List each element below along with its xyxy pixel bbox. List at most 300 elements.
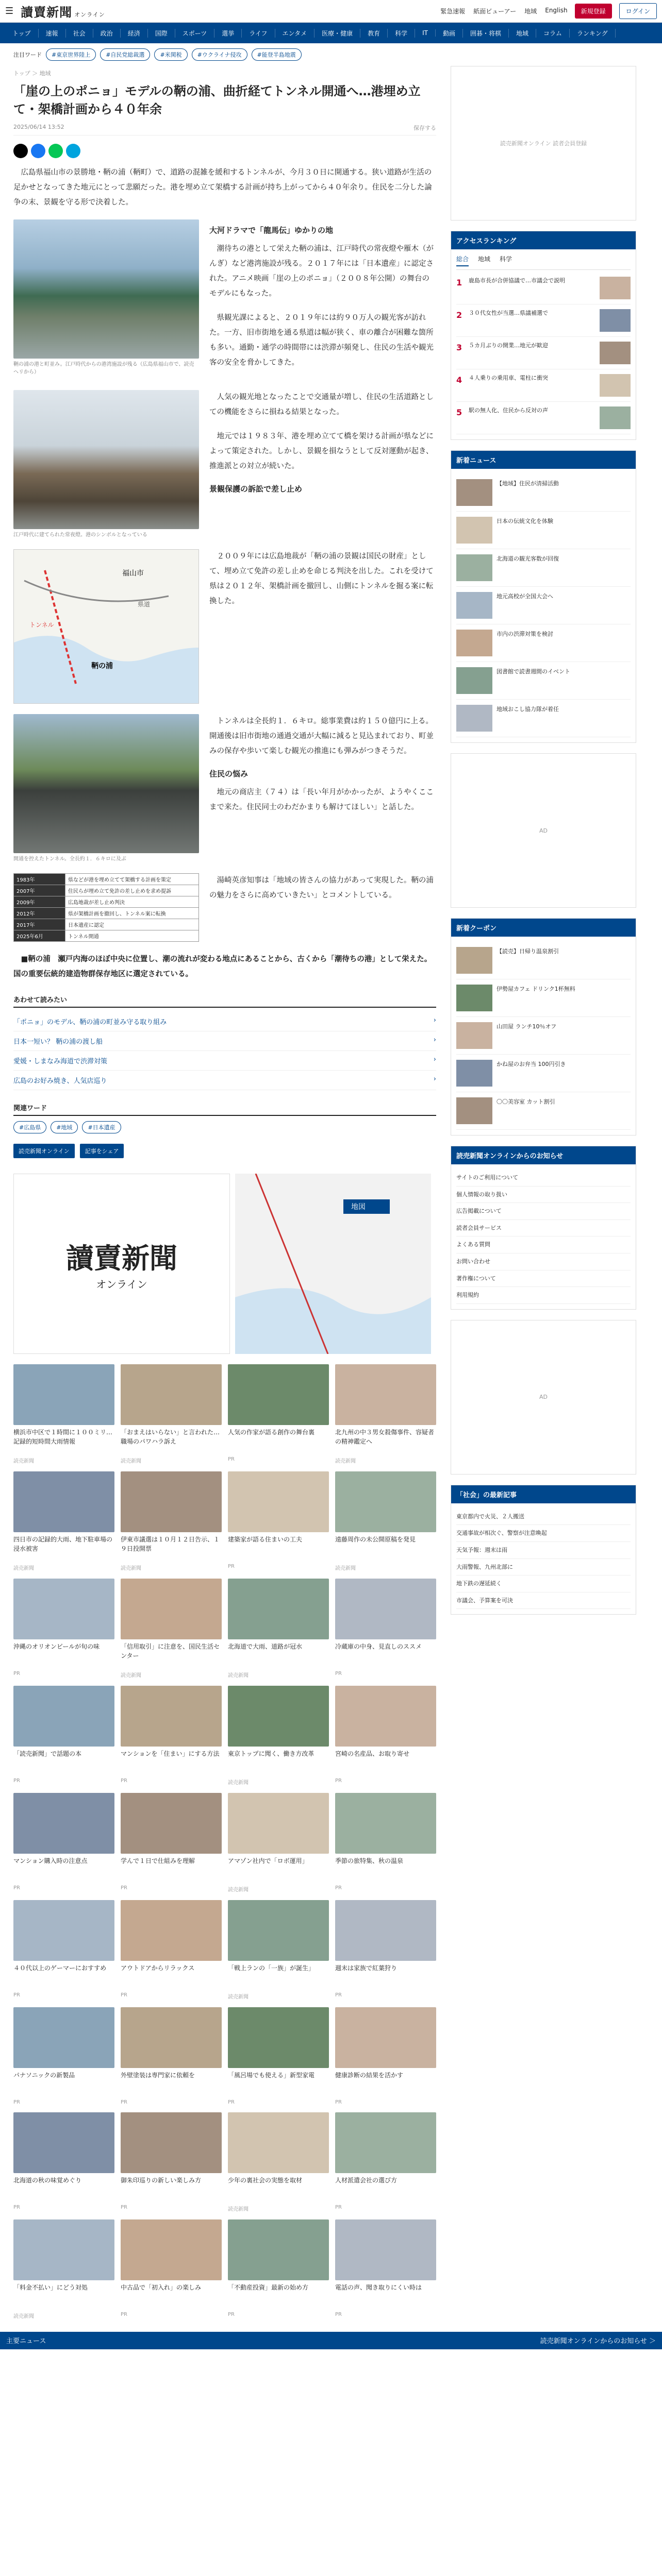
notice-box: [451, 1146, 636, 1310]
nav-item[interactable]: 選挙: [214, 29, 242, 38]
recommend-card[interactable]: [228, 1364, 329, 1464]
chevron-right-icon: ›: [433, 1055, 436, 1063]
nav-item[interactable]: ライフ: [242, 29, 275, 38]
ranking-item[interactable]: [456, 337, 631, 369]
recommend-card[interactable]: [335, 1686, 436, 1786]
nav-item[interactable]: IT: [415, 29, 436, 37]
card-source: 読売新聞: [335, 1565, 356, 1571]
timeline-row: [14, 873, 199, 885]
recommend-card[interactable]: [228, 1471, 329, 1571]
site-button[interactable]: 読売新聞オンライン: [13, 1144, 75, 1158]
tab-science[interactable]: 科学: [500, 256, 512, 263]
ranking-text: ５カ月ぶりの開業…地元が歓迎: [469, 342, 548, 349]
recommend-card[interactable]: [335, 1471, 436, 1571]
footer-right[interactable]: 読売新聞オンラインからのお知らせ ＞: [540, 2337, 656, 2346]
coupon-item[interactable]: [456, 1017, 631, 1055]
logo-text: 讀賣新聞: [21, 5, 73, 20]
card-source: 読売新聞: [13, 1458, 34, 1464]
tag-item[interactable]: #東京世界陸上: [46, 48, 96, 61]
top-link-local[interactable]: 地域: [524, 8, 537, 15]
card-source: PR: [228, 2311, 235, 2317]
lantern-photo[interactable]: [13, 390, 199, 529]
timeline-table: [13, 873, 199, 942]
area-map[interactable]: [13, 549, 199, 704]
card-thumbnail: [121, 2007, 222, 2068]
coupon-item[interactable]: [456, 1055, 631, 1092]
notice-title: 読売新聞オンラインからのお知らせ: [451, 1146, 636, 1164]
coupon-item[interactable]: [456, 979, 631, 1017]
nav-item[interactable]: 速報: [39, 29, 66, 38]
card-thumbnail: [121, 2112, 222, 2173]
tag-item[interactable]: #ウクライナ侵攻: [192, 48, 247, 61]
card-thumbnail: [13, 2007, 114, 2068]
paragraph: 県観光課によると、２０１９年には約９０万人の観光客が訪れた。一方、旧市街地を通る県道は幅が狭く、車の離合が困難な箇所も多い。通勤・通学の時間帯には渋滞が頻発し、住民の生活や観光客の安全を脅かしてきた。: [209, 313, 434, 367]
card-thumbnail: [228, 1471, 329, 1532]
recommend-card[interactable]: [228, 1579, 329, 1679]
recommend-card[interactable]: [121, 1793, 222, 1893]
ranking-item[interactable]: [456, 369, 631, 402]
tab-local[interactable]: 地域: [478, 256, 491, 263]
tag-bar: [0, 43, 662, 66]
keyword-tag[interactable]: #広島県: [13, 1121, 46, 1133]
save-button[interactable]: 保存する: [413, 124, 436, 131]
card-source: 読売新聞: [13, 1565, 34, 1571]
new-news-item[interactable]: [456, 587, 631, 624]
coupon-title: 新着クーポン: [451, 919, 636, 937]
recommend-card[interactable]: [335, 1793, 436, 1893]
subheading: 大河ドラマで「龍馬伝」ゆかりの地: [209, 225, 334, 235]
tunnel-photo[interactable]: [13, 714, 199, 853]
card-title: 東京トップに聞く、働き方改革: [228, 1750, 315, 1757]
paragraph: 広島県福山市の景勝地・鞆の浦（鞆町）で、道路の混雑を緩和するトンネルが、今月３０日に開通する。狭い道路が生活の足かせとなってきた地元にとって悲願だった。港を埋め立て架橋する計画が持ち上がってから４０年余り。住民を二分した論争の末、景観を守る形で決着した。: [13, 168, 432, 207]
news-thumbnail: [456, 630, 492, 656]
card-title: 人気の作家が語る創作の舞台裏: [228, 1428, 315, 1436]
follow-item[interactable]: 地下鉄の遅延続く: [456, 1575, 631, 1592]
card-title: 「読売新聞」で話題の本: [13, 1750, 82, 1757]
article-title: 「崖の上のポニョ」モデルの鞆の浦、曲折経てトンネル開通へ…港埋め立て・架橋計画から４０年余: [13, 84, 421, 116]
nav-item[interactable]: 囲碁・将棋: [463, 29, 509, 38]
nav-item[interactable]: 医療・健康: [315, 29, 360, 38]
recommend-card[interactable]: [121, 1471, 222, 1571]
card-title: マンションを「住まい」にする方法: [121, 1750, 220, 1757]
ranking-text: ３０代女性が当選…県議補選で: [469, 310, 548, 316]
paragraph: 人気の観光地となったことで交通量が増し、住民の生活道路としての機能をさらに損ねる結果となった。: [209, 393, 434, 416]
tag-item[interactable]: #自民党総裁選: [100, 48, 150, 61]
ranking-item[interactable]: [456, 402, 631, 434]
card-title: アマゾン社内で「ロボ運用」: [228, 1857, 308, 1865]
card-title: 健康診断の結果を活かす: [335, 2071, 404, 2079]
card-source: PR: [13, 1777, 20, 1784]
recommend-card[interactable]: [13, 1686, 114, 1786]
chevron-right-icon: ›: [433, 1036, 436, 1044]
notice-item[interactable]: 著作権について: [456, 1270, 631, 1287]
card-thumbnail: [121, 1471, 222, 1532]
timeline-row: [14, 907, 199, 919]
coupon-box: [451, 918, 636, 1136]
notice-item[interactable]: 利用規約: [456, 1287, 631, 1304]
tag-label: 注目ワード: [13, 52, 42, 58]
new-news-title: 新着ニュース: [451, 451, 636, 469]
promo-map-svg: [235, 1174, 431, 1354]
coupon-item[interactable]: [456, 942, 631, 979]
card-title: 伊東市議選は１０月１２日告示、１９日投開票: [121, 1535, 220, 1552]
recommend-card[interactable]: [13, 2219, 114, 2319]
card-thumbnail: [13, 1471, 114, 1532]
recommend-card[interactable]: [335, 1579, 436, 1679]
ranking-text: ４人乗りの乗用車、電柱に衝突: [469, 375, 548, 381]
top-link-alert[interactable]: 緊急速報: [440, 8, 466, 15]
card-source: PR: [335, 1885, 342, 1891]
nav-item[interactable]: 動画: [436, 29, 463, 38]
nav-item[interactable]: 教育: [360, 29, 388, 38]
card-title: 北九州の中３男女殺傷事件、容疑者の精神鑑定へ: [335, 1428, 435, 1445]
card-title: 沖縄のオリオンビールが旬の味: [13, 1642, 100, 1650]
card-title: 電話の声、聞き取りにくい時は: [335, 2283, 422, 2291]
card-source: PR: [13, 2099, 20, 2105]
recommend-card[interactable]: [335, 1900, 436, 2000]
timeline-year: 2017年: [14, 919, 65, 930]
tab-all[interactable]: 総合: [456, 255, 469, 266]
nav-item[interactable]: 政治: [93, 29, 121, 38]
card-thumbnail: [228, 2112, 329, 2173]
recommend-card[interactable]: [13, 1364, 114, 1464]
facebook-share-icon[interactable]: [31, 144, 45, 158]
follow-box: [451, 1485, 636, 1615]
card-thumbnail: [13, 1686, 114, 1747]
card-thumbnail: [335, 2219, 436, 2280]
promo-logo[interactable]: [13, 1174, 230, 1354]
timeline-year: 2012年: [14, 907, 65, 919]
recommend-card[interactable]: [121, 1364, 222, 1464]
card-source: 読売新聞: [228, 1887, 249, 1893]
share-button[interactable]: 記事をシェア: [80, 1144, 124, 1158]
photo-caption: 江戸時代に建てられた常夜燈。港のシンボルとなっている: [13, 532, 147, 538]
recommend-card[interactable]: [13, 1900, 114, 2000]
timeline-year: 2009年: [14, 896, 65, 907]
card-title: 遠藤周作の未公開原稿を発見: [335, 1535, 416, 1543]
news-text: 地域おこし協力隊が着任: [496, 706, 559, 713]
card-title: 四日市の記録的大雨、地下駐車場の浸水被害: [13, 1535, 113, 1552]
promo-map-tag: 地図: [351, 1202, 366, 1211]
card-thumbnail: [335, 2112, 436, 2173]
card-thumbnail: [228, 1900, 329, 1961]
sidebar-ad[interactable]: AD: [451, 753, 636, 908]
card-title: ４０代以上のゲーマーにおすすめ: [13, 1964, 107, 1972]
photo-caption: 鞆の浦の港と町並み。江戸時代からの港湾施設が残る（広島県福山市で、読売ヘリから）: [13, 361, 194, 375]
card-thumbnail: [335, 1471, 436, 1532]
news-thumbnail: [456, 479, 492, 506]
card-source: PR: [121, 1777, 127, 1784]
card-source: PR: [13, 1885, 20, 1891]
card-thumbnail: [121, 1579, 222, 1639]
recommend-card[interactable]: [13, 2112, 114, 2212]
card-source: PR: [121, 1992, 127, 1998]
card-title: 外壁塗装は専門家に依頼を: [121, 2071, 195, 2079]
card-source: PR: [121, 1885, 127, 1891]
recommend-card[interactable]: [228, 1686, 329, 1786]
coupon-text: 〇〇美容室 カット割引: [496, 1098, 555, 1105]
card-title: 御朱印巡りの新しい楽しみ方: [121, 2176, 202, 2184]
recommend-card[interactable]: [228, 1793, 329, 1893]
keyword-title: 関連ワード: [13, 1103, 436, 1116]
ranking-thumbnail: [600, 277, 631, 299]
follow-item[interactable]: 交通事故が相次ぐ、警察が注意喚起: [456, 1525, 631, 1542]
news-thumbnail: [456, 592, 492, 619]
logo-sub: オンライン: [74, 11, 105, 18]
ranking-text: 鹿島市長が合併協議で…市議会で説明: [469, 277, 565, 284]
nav-item[interactable]: 科学: [388, 29, 415, 38]
recommend-card[interactable]: [228, 1900, 329, 2000]
card-source: PR: [13, 1670, 20, 1676]
follow-item[interactable]: 大雨警報、九州北部に: [456, 1559, 631, 1576]
card-title: 週末は家族で紅葉狩り: [335, 1964, 398, 1972]
chevron-right-icon: ›: [433, 1075, 436, 1083]
promo-map[interactable]: [235, 1174, 431, 1354]
nav-item[interactable]: コラム: [536, 29, 570, 38]
card-title: 季節の旅特集、秋の温泉: [335, 1857, 404, 1865]
timeline-event: 広島地裁が差し止め判決: [65, 896, 199, 907]
recommend-card[interactable]: [13, 1579, 114, 1679]
notice-item[interactable]: よくある質問: [456, 1236, 631, 1253]
recommend-card[interactable]: [228, 2219, 329, 2319]
card-thumbnail: [121, 1793, 222, 1854]
keyword-list: [13, 1121, 436, 1133]
nav-item[interactable]: トップ: [5, 29, 39, 38]
new-news-item[interactable]: [456, 662, 631, 700]
coupon-thumbnail: [456, 1022, 492, 1049]
coupon-thumbnail: [456, 947, 492, 974]
recommend-card[interactable]: [13, 1793, 114, 1893]
ranking-box: [451, 231, 636, 440]
ranking-number: 3: [456, 343, 462, 352]
follow-item[interactable]: 天気予報：週末は雨: [456, 1542, 631, 1559]
ranking-number: 2: [456, 310, 462, 320]
timeline-row: [14, 896, 199, 907]
tag-item[interactable]: #米関税: [154, 48, 187, 61]
timeline-row: [14, 919, 199, 930]
related-title: あわせて読みたい: [13, 994, 436, 1008]
news-thumbnail: [456, 554, 492, 581]
card-thumbnail: [13, 2219, 114, 2280]
card-source: 読売新聞: [228, 1780, 249, 1786]
card-title: 建築家が語る住まいの工夫: [228, 1535, 303, 1543]
tag-item[interactable]: #能登半島地震: [252, 48, 302, 61]
subheading: 景観保護の訴訟で差し止め: [209, 484, 303, 494]
related-item[interactable]: 愛媛・しまなみ海道で渋滞対策 ›: [13, 1051, 436, 1071]
card-thumbnail: [228, 2219, 329, 2280]
nav-item[interactable]: 国際: [148, 29, 175, 38]
recommend-card[interactable]: [121, 1900, 222, 2000]
map-label: トンネル: [29, 621, 54, 629]
ranking-tabs: [456, 255, 631, 270]
notice-item[interactable]: 個人情報の取り扱い: [456, 1187, 631, 1204]
promo-logo-text: 讀賣新聞: [66, 1241, 177, 1275]
site-logo[interactable]: [21, 2, 105, 20]
news-thumbnail: [456, 517, 492, 544]
nav-item[interactable]: 社会: [66, 29, 93, 38]
card-title: 人材派遣会社の選び方: [335, 2176, 398, 2184]
footer-left[interactable]: 主要ニュース: [6, 2337, 46, 2346]
recommend-grid: [13, 1364, 436, 2319]
top-link-english[interactable]: English: [545, 7, 568, 14]
new-news-item[interactable]: [456, 700, 631, 737]
recommend-card[interactable]: [121, 2007, 222, 2105]
ranking-number: 5: [456, 408, 462, 417]
card-thumbnail: [228, 1793, 329, 1854]
card-source: PR: [228, 2099, 235, 2105]
notice-item[interactable]: お問い合わせ: [456, 1253, 631, 1270]
card-source: 読売新聞: [121, 1565, 141, 1571]
coupon-thumbnail: [456, 985, 492, 1011]
notice-item[interactable]: 読者会員サービス: [456, 1220, 631, 1237]
card-thumbnail: [335, 1364, 436, 1425]
card-source: PR: [13, 2204, 20, 2210]
register-button[interactable]: 新規登録: [575, 4, 612, 19]
timeline-event: 日本遺産に認定: [65, 919, 199, 930]
login-button[interactable]: ログイン: [619, 3, 657, 19]
card-thumbnail: [228, 2007, 329, 2068]
sidebar: [451, 66, 636, 2319]
card-thumbnail: [228, 1686, 329, 1747]
card-title: 学んで１日で仕組みを理解: [121, 1857, 195, 1865]
nav-item[interactable]: エンタメ: [275, 29, 315, 38]
ranking-number: 1: [456, 278, 462, 287]
card-thumbnail: [335, 2007, 436, 2068]
ranking-item[interactable]: [456, 304, 631, 337]
card-source: 読売新聞: [228, 2206, 249, 2212]
new-news-item[interactable]: [456, 624, 631, 662]
ranking-thumbnail: [600, 374, 631, 397]
card-title: 「風呂場でも使える」新型家電: [228, 2071, 315, 2079]
recommend-card[interactable]: [121, 2112, 222, 2212]
card-thumbnail: [121, 1364, 222, 1425]
sidebar-promo[interactable]: 読売新聞オンライン 読者会員登録: [451, 66, 636, 221]
timeline-year: 2025年6月: [14, 930, 65, 941]
sidebar-ad[interactable]: AD: [451, 1320, 636, 1475]
card-thumbnail: [121, 1686, 222, 1747]
card-source: PR: [335, 2099, 342, 2105]
recommend-card[interactable]: [121, 1579, 222, 1679]
ranking-thumbnail: [600, 309, 631, 332]
card-title: 「戦上ランの「一族」が誕生」: [228, 1964, 315, 1972]
share-buttons: [13, 144, 436, 158]
recommend-card[interactable]: [121, 1686, 222, 1786]
recommend-card[interactable]: [335, 2007, 436, 2105]
new-news-item[interactable]: [456, 549, 631, 587]
follow-item[interactable]: 市議会、予算案を可決: [456, 1592, 631, 1609]
card-source: PR: [228, 1456, 235, 1462]
news-thumbnail: [456, 705, 492, 732]
card-thumbnail: [335, 1793, 436, 1854]
timeline-event: 住民らが埋め立て免許の差し止めを求め提訴: [65, 885, 199, 896]
related-item[interactable]: 日本一短い？ 鞆の浦の渡し船 ›: [13, 1031, 436, 1051]
recommend-card[interactable]: [335, 1364, 436, 1464]
ranking-text: 駅の無人化、住民から反対の声: [469, 407, 548, 414]
card-title: 「信用取引」に注意を、国民生活センター: [121, 1642, 220, 1659]
card-source: PR: [13, 1992, 20, 1998]
timeline-year: 1983年: [14, 873, 65, 885]
card-thumbnail: [121, 1900, 222, 1961]
paragraph: 地元の商店主（７４）は「長い年月がかかったが、ようやくここまで来た。住民同士のわだかまりも解けてほしい」と話した。: [209, 788, 434, 811]
recommend-card[interactable]: [121, 2219, 222, 2319]
ranking-item[interactable]: [456, 272, 631, 304]
new-news-item[interactable]: [456, 474, 631, 512]
recommend-card[interactable]: [335, 2112, 436, 2212]
related-item[interactable]: 広島のお好み焼き、人気店巡り ›: [13, 1071, 436, 1090]
hatena-share-icon[interactable]: [66, 144, 80, 158]
ad-block: [13, 1174, 436, 1354]
card-source: PR: [335, 1992, 342, 1998]
card-thumbnail: [228, 1364, 329, 1425]
new-news-box: [451, 450, 636, 743]
related-item[interactable]: 「ポニョ」のモデル、鞆の浦の町並み守る取り組み ›: [13, 1012, 436, 1031]
notice-item[interactable]: 広告掲載について: [456, 1203, 631, 1220]
follow-item[interactable]: 東京都内で火災、２人搬送: [456, 1509, 631, 1526]
timeline-row: [14, 885, 199, 896]
paragraph: トンネルは全長約１．６キロ。総事業費は約１５０億円に上る。開通後は旧市街地の通過交通が大幅に減ると見込まれており、町並みの保存や歩いて楽しむ観光の推進にも弾みがつきそうだ。: [209, 717, 434, 755]
coupon-thumbnail: [456, 1097, 492, 1124]
ranking-thumbnail: [600, 342, 631, 364]
card-source: 読売新聞: [335, 1458, 356, 1464]
nav-item[interactable]: 地域: [509, 29, 536, 38]
breadcrumb[interactable]: トップ ＞ 地域: [13, 70, 51, 77]
card-source: 読売新聞: [228, 1994, 249, 2000]
card-source: PR: [228, 1563, 235, 1569]
x-share-icon[interactable]: [13, 144, 28, 158]
news-text: 日本の伝統文化を体験: [496, 518, 553, 524]
recommend-card[interactable]: [228, 2112, 329, 2212]
recommend-card[interactable]: [335, 2219, 436, 2319]
line-share-icon[interactable]: [48, 144, 63, 158]
paragraph: 潮待ちの港として栄えた鞆の浦は、江戸時代の常夜燈や雁木（がんぎ）など港湾施設が残る。２０１７年には「日本遺産」に認定された。アニメ映画「崖の上のポニョ」（２００８年公開）の舞台のモデルにもなった。: [209, 244, 434, 298]
coupon-item[interactable]: [456, 1092, 631, 1130]
recommend-card[interactable]: [228, 2007, 329, 2105]
recommend-card[interactable]: [13, 2007, 114, 2105]
map-svg: [14, 550, 198, 703]
main-nav: [0, 23, 662, 43]
top-link-viewer[interactable]: 紙面ビューアー: [473, 8, 517, 15]
card-source: PR: [335, 1777, 342, 1784]
new-news-item[interactable]: [456, 512, 631, 549]
card-source: 読売新聞: [121, 1458, 141, 1464]
card-title: 北海道の秋の味覚めぐり: [13, 2176, 82, 2184]
top-links: [440, 7, 567, 15]
harbor-photo[interactable]: [13, 219, 199, 359]
keyword-tag[interactable]: #日本遺産: [82, 1121, 121, 1133]
explanatory-note: ■鞆の浦 瀬戸内海のほぼ中央に位置し、潮の流れが変わる地点にあることから、古くから「潮待ちの港」として栄えた。国の重要伝統的建造物群保存地区に選定されている。: [13, 955, 432, 978]
article-date: 2025/06/14 13:52: [13, 123, 64, 130]
notice-item[interactable]: サイトのご利用について: [456, 1170, 631, 1187]
nav-item[interactable]: 経済: [121, 29, 148, 38]
card-source: PR: [335, 2311, 342, 2317]
menu-icon[interactable]: ☰: [5, 6, 14, 16]
card-thumbnail: [335, 1900, 436, 1961]
card-title: マンション購入時の注意点: [13, 1857, 88, 1865]
nav-item[interactable]: スポーツ: [175, 29, 215, 38]
nav-item[interactable]: ランキング: [570, 29, 616, 38]
card-title: 冷蔵庫の中身、見直しのススメ: [335, 1642, 422, 1650]
map-label: 鞆の浦: [91, 662, 113, 670]
coupon-text: 【読売】日帰り温泉割引: [496, 948, 559, 955]
keyword-tag[interactable]: #地域: [51, 1121, 78, 1133]
news-text: 地元高校が全国大会へ: [496, 593, 553, 600]
recommend-card[interactable]: [13, 1471, 114, 1571]
card-thumbnail: [121, 2219, 222, 2280]
card-source: PR: [335, 1670, 342, 1676]
subheading: 住民の悩み: [209, 769, 249, 778]
news-text: 北海道の観光客数が回復: [496, 555, 559, 562]
card-thumbnail: [228, 1579, 329, 1639]
